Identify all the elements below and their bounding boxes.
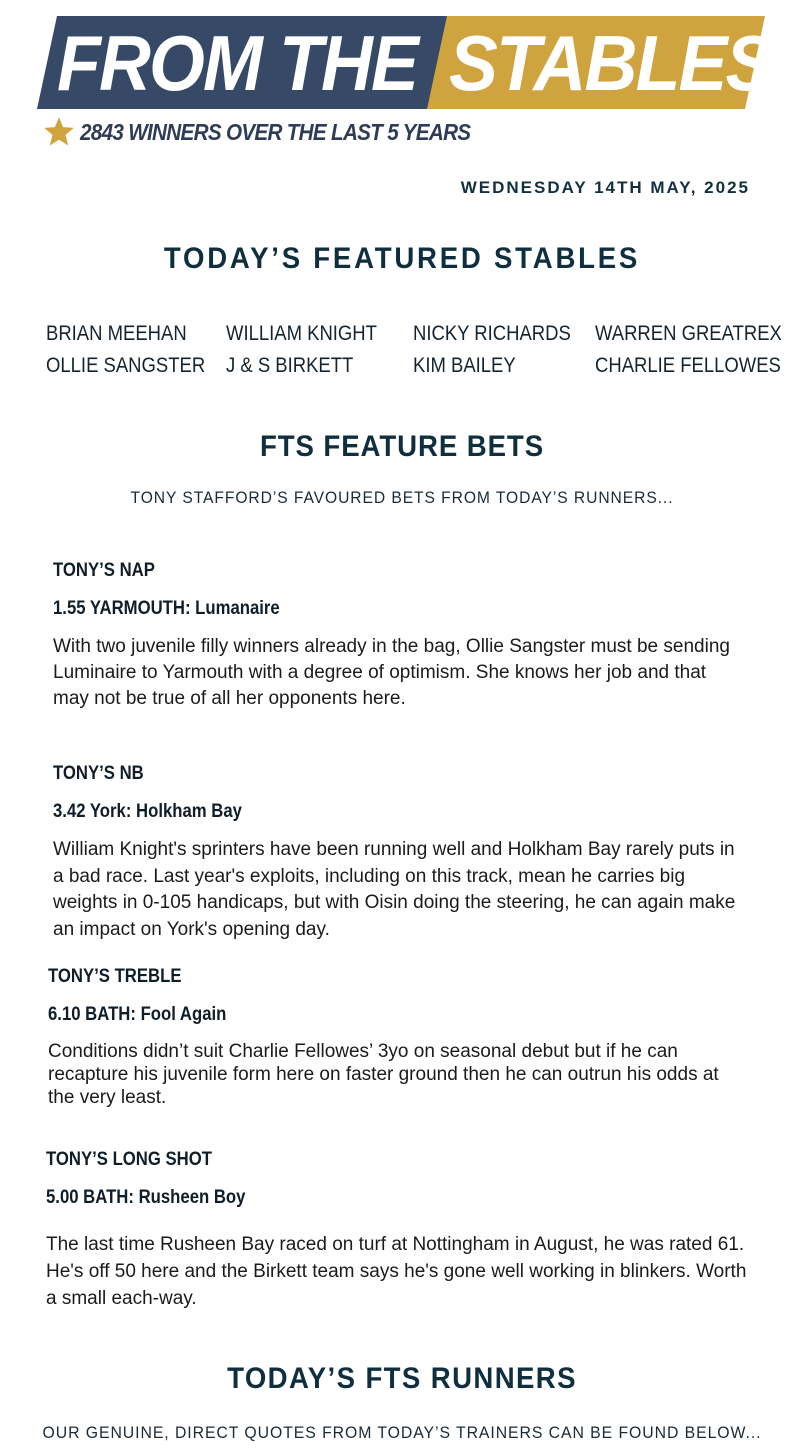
stable-name: WARREN GREATREX — [595, 322, 782, 345]
bet-race: 1.55 YARMOUTH: Lumanaire — [53, 598, 280, 619]
bet-description: The last time Rusheen Bay raced on turf at Nottingham in August, he was rated 61. He's off 50 here and the Birkett team says he's gone well working in blinkers. Worth a small each-way. — [46, 1234, 747, 1309]
stable-name: CHARLIE FELLOWES — [595, 354, 781, 377]
star-icon — [42, 115, 76, 149]
featured-stables-list — [46, 322, 786, 386]
stable-name: KIM BAILEY — [413, 354, 516, 377]
bet-title: TONY’S TREBLE — [48, 966, 182, 987]
bet-description: Conditions didn’t suit Charlie Fellowes’ 3yo on seasonal debut but if he can recapture his juvenile form here on faster ground then he can outrun his odds at the very least. — [48, 1041, 719, 1108]
stable-name: J & S BIRKETT — [226, 354, 354, 377]
masthead-title-right: STABLES — [449, 19, 773, 107]
bet-race: 3.42 York: Holkham Bay — [53, 801, 242, 822]
bet-title: TONY’S LONG SHOT — [46, 1149, 212, 1170]
bet-treble — [48, 966, 748, 1109]
stable-name: WILLIAM KNIGHT — [226, 322, 377, 345]
tagline — [42, 114, 514, 150]
tagline-text: 2843 WINNERS OVER THE LAST 5 YEARS — [80, 118, 471, 145]
stable-name: BRIAN MEEHAN — [46, 322, 187, 345]
bet-description: William Knight's sprinters have been running well and Holkham Bay rarely puts in a bad race. Last year's exploits, including on this track, mean he carries big weights in 0-105 handicaps, but with Oisin doing the steering, he can again make an impact on York's opening day. — [53, 839, 736, 940]
runners-heading: TODAY’S FTS RUNNERS — [227, 1362, 577, 1395]
runners-subheading: OUR GENUINE, DIRECT QUOTES FROM TODAY’S TRAINERS CAN BE FOUND BELOW... — [42, 1423, 762, 1442]
bet-nap — [53, 560, 753, 712]
issue-date: WEDNESDAY 14TH MAY, 2025 — [460, 178, 750, 197]
bet-race: 5.00 BATH: Rusheen Boy — [46, 1187, 246, 1208]
bet-long-shot — [46, 1149, 761, 1312]
stables-row — [46, 354, 786, 386]
bet-race: 6.10 BATH: Fool Again — [48, 1004, 227, 1025]
bet-nb — [53, 763, 753, 943]
bet-title: TONY’S NB — [53, 763, 144, 784]
masthead-banner — [37, 16, 773, 109]
stable-name: OLLIE SANGSTER — [46, 354, 206, 377]
bet-title: TONY’S NAP — [53, 560, 155, 581]
feature-bets-heading: FTS FEATURE BETS — [259, 430, 545, 463]
stables-row — [46, 322, 786, 354]
stable-name: NICKY RICHARDS — [413, 322, 571, 345]
masthead-title-left: FROM THE — [57, 19, 417, 107]
featured-stables-heading: TODAY’S FEATURED STABLES — [163, 242, 641, 275]
feature-bets-subheading: TONY STAFFORD’S FAVOURED BETS FROM TODAY’S RUNNERS... — [130, 488, 674, 507]
bet-description: With two juvenile filly winners already in the bag, Ollie Sangster must be sending Luminaire to Yarmouth with a degree of optimism. She knows her job and that may not be true of all her opponents here. — [53, 636, 730, 709]
